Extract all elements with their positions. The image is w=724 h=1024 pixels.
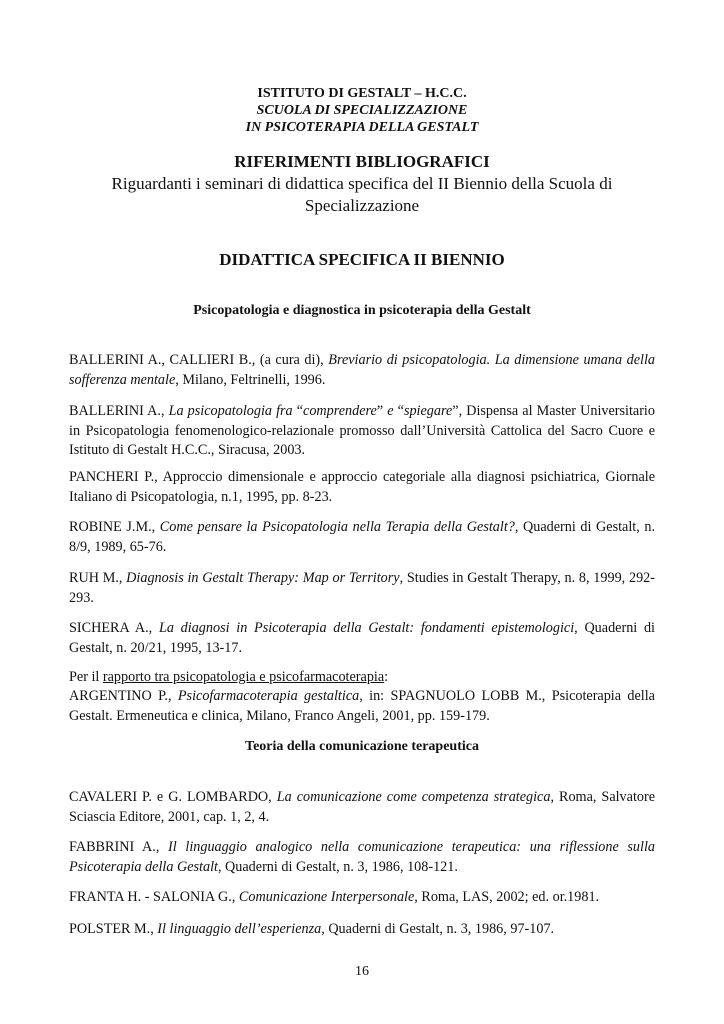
page-number: 16 [355,964,369,979]
reference-entry [69,569,655,608]
ref-title: spiegare [403,403,453,419]
ref-details: , Milano, Feltrinelli, 1996. [175,371,326,388]
ref-authors: SICHERA A., [69,620,159,636]
ref-title: e [387,403,394,419]
ref-title: Breviario di psicopatologia. La dimensione umana della sofferenza mentale [69,352,656,388]
reference-entry [69,888,655,908]
ref-authors: RUH M., [69,570,127,586]
document-title: RIFERIMENTI BIBLIOGRAFICI [234,152,490,171]
ref-details: , Roma, LAS, 2002; ed. or.1981. [414,889,600,905]
ref-authors: POLSTER M., [69,921,158,937]
ref-title: Come pensare la Psicopatologia nella Terapia della Gestalt? [159,519,515,535]
note-prefix: Per il [69,669,103,685]
reference-entry [69,920,655,940]
ref-authors: CAVALERI P. e G. LOMBARDO, [69,789,277,805]
ref-details: , Quaderni di Gestalt, n. 3, 1986, 108-121. [217,858,458,875]
ref-quote: “ [393,403,404,419]
ref-details: ”, Dispensa al Master Universitario in Psicopatologia fenomenologico-relazionale promosso dall’Università Cattolica del Sacro Cuore e Istituto di Gestalt H.C.C., Siracusa, 2003. [69,403,655,458]
ref-title: La comunicazione come competenza strategica [276,789,551,805]
section-title-psicopatologia: Psicopatologia e diagnostica in psicoterapia della Gestalt [193,303,531,318]
ref-title: comprendere [303,403,377,419]
institute-name: ISTITUTO DI GESTALT – H.C.C. [257,86,467,101]
document-subtitle-line1: Riguardanti i seminari di didattica specifica del II Biennio della Scuola di [111,174,613,193]
ref-title: Diagnosis in Gestalt Therapy: Map or Territory [126,570,400,586]
ref-quote: “ [292,403,304,419]
ref-authors: FABBRINI A., [69,839,169,855]
note-line [69,668,655,688]
ref-authors: PANCHERI P., Approccio dimensionale e approccio categoriale alla diagnosi psichiatrica, Giornale Italiano di Psicopatologia, n.1, 1995, pp. 8-23. [69,469,655,505]
ref-details: , Quaderni di Gestalt, n. 3, 1986, 97-107. [321,921,555,937]
ref-title: La psicopatologia fra [168,403,293,419]
ref-quote: ” [376,403,388,419]
ref-details: , Studies in Gestalt Therapy, n. 8, 1999, 292-293. [69,570,655,606]
reference-entry [69,687,655,726]
reference-entry [69,619,655,658]
reference-entry [69,351,655,390]
section-title-comunicazione: Teoria della comunicazione terapeutica [245,739,479,754]
ref-title: Comunicazione Interpersonale [238,889,415,905]
reference-entry [69,468,655,507]
ref-title: Il linguaggio analogico nella comunicazione terapeutica: una riflessione sulla Psicoterapia della Gestalt [69,839,655,875]
reference-entry [69,788,655,827]
document-subtitle-line2: Specializzazione [304,196,420,215]
reference-entry [69,838,655,877]
reference-entry [69,518,655,557]
ref-details: , Quaderni di Gestalt, n. 20/21, 1995, 13-17. [69,620,655,656]
course-heading: DIDATTICA SPECIFICA II BIENNIO [219,250,505,269]
ref-authors: ROBINE J.M., [69,519,160,535]
ref-details: , Quaderni di Gestalt, n. 8/9, 1989, 65-76. [69,519,656,555]
ref-title: Psicofarmacoterapia gestaltica [177,688,360,704]
program-name: IN PSICOTERAPIA DELLA GESTALT [245,120,479,135]
ref-details: , in: SPAGNUOLO LOBB M., Psicoterapia della Gestalt. Ermeneutica e clinica, Milano, Franco Angeli, 2001, pp. 159-179. [69,688,655,724]
ref-details: , Roma, Salvatore Sciascia Editore, 2001, cap. 1, 2, 4. [69,789,656,825]
reference-entry [69,402,655,461]
note-suffix: : [384,669,389,685]
ref-authors: BALLERINI A., [69,403,169,419]
ref-authors: FRANTA H. - SALONIA G., [69,889,239,905]
ref-title: La diagnosi in Psicoterapia della Gestalt: fondamenti epistemologici [158,620,575,636]
note-topic: rapporto tra psicopatologia e psicofarmacoterapia [102,669,385,685]
school-name: SCUOLA DI SPECIALIZZAZIONE [256,103,468,118]
ref-title: Il linguaggio dell’esperienza [157,921,322,937]
ref-authors: ARGENTINO P., [69,688,178,704]
ref-authors: BALLERINI A., CALLIERI B., (a cura di), [69,352,329,368]
